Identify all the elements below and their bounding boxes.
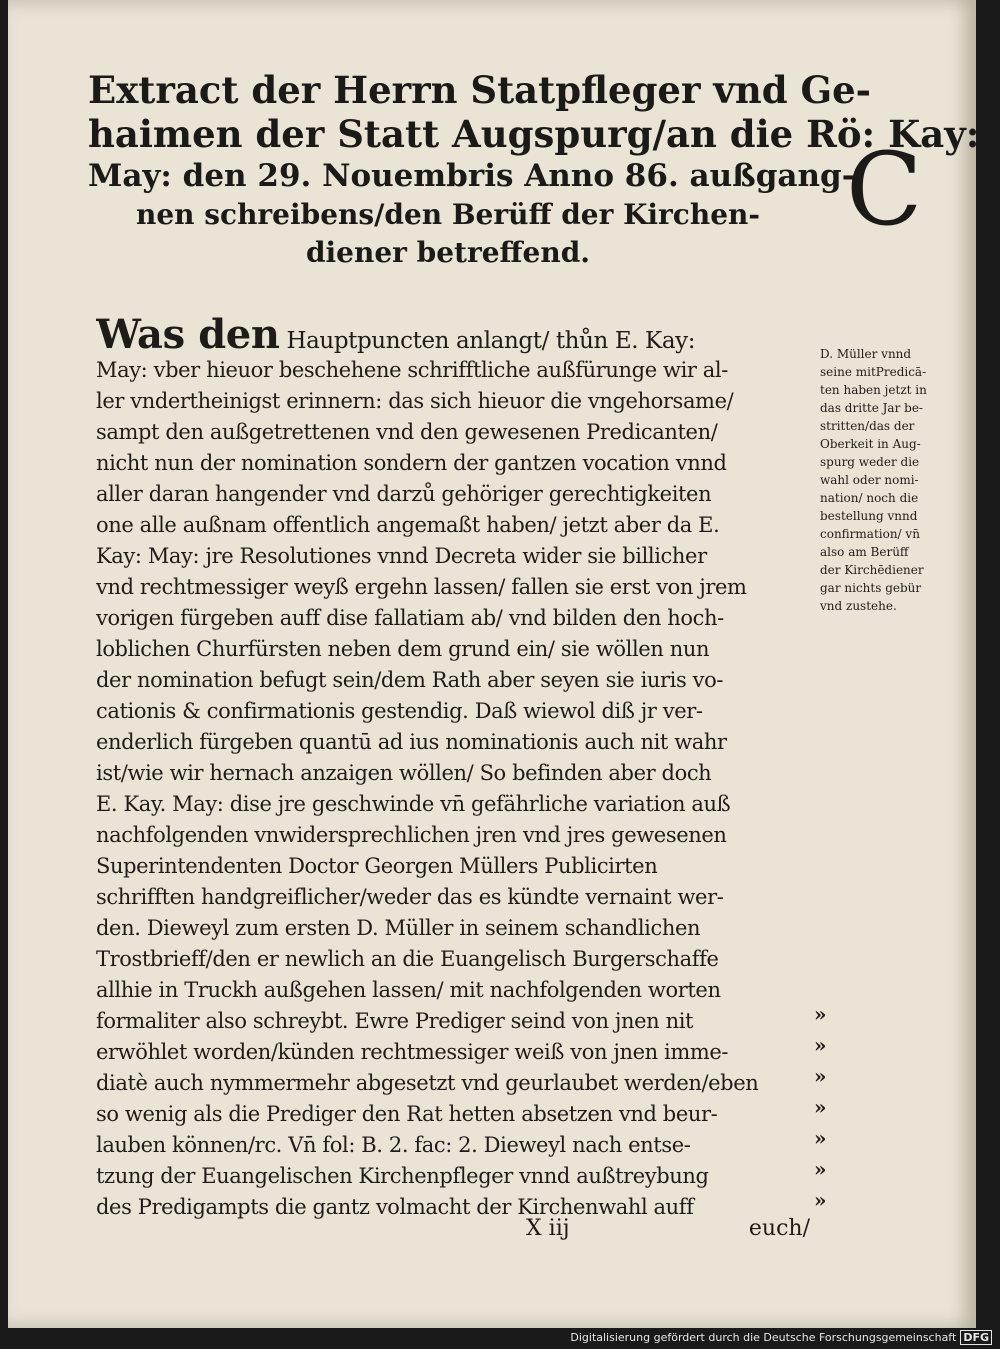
text-line: enderlich fürgeben quantū ad ius nominationis auch nit wahr (96, 730, 727, 754)
text-line: Kay: May: jre Resolutiones vnnd Decreta wider sie billicher (96, 544, 707, 568)
marginal-line: vnd zustehe. (820, 599, 897, 613)
page-footer (96, 1216, 816, 1250)
text-line: so wenig als die Prediger den Rat hetten absetzen vnd beur- (96, 1102, 718, 1126)
marginal-line: gar nichts gebür (820, 581, 922, 595)
text-line: tzung der Euangelischen Kirchenpfleger vnnd außtreybung (96, 1164, 709, 1188)
quotation-marks (814, 999, 838, 1216)
text-line: lauben können/rc. Vn̄ fol: B. 2. fac: 2. Dieweyl nach entse- (96, 1133, 691, 1157)
title-line: Extract der Herrn Statpfleger vnd Ge- (88, 68, 871, 112)
text-line: der nomination befugt sein/dem Rath aber seyen sie iuris vo- (96, 668, 724, 692)
marginal-line: der Kirchēdiener (820, 563, 924, 577)
quote-mark: » (814, 1033, 827, 1057)
text-line: diatè auch nymmermehr abgesetzt vnd geurlaubet werden/eben (96, 1071, 759, 1095)
marginal-line: stritten/das der (820, 419, 915, 433)
text-line: Superintendenten Doctor Georgen Müllers Publicirten (96, 854, 658, 878)
marginal-line: D. Müller vnnd (820, 347, 912, 361)
text-line: sampt den außgetrettenen vnd den gewesenen Predicanten/ (96, 420, 718, 444)
quote-mark: » (814, 1188, 827, 1212)
text-line: vorigen fürgeben auff dise fallatiam ab/ vnd bilden den hoch- (96, 606, 724, 630)
text-line: ler vndertheinigst erinnern: das sich hieuor die vngehorsame/ (96, 389, 734, 413)
quote-mark: » (814, 1095, 827, 1119)
marginal-line: Oberkeit in Aug- (820, 437, 921, 451)
text-line: allhie in Truckh außgehen lassen/ mit nachfolgenden worten (96, 978, 721, 1002)
quote-mark: » (814, 1064, 827, 1088)
text-line: schrifften handgreiflicher/weder das es kündte vernaint wer- (96, 885, 724, 909)
text-line: loblichen Churfürsten neben dem grund ein/ sie wöllen nun (96, 637, 710, 661)
marginal-line: confirmation/ vn̄ (820, 527, 920, 541)
text-line: den. Dieweyl zum ersten D. Müller in seinem schandlichen (96, 916, 701, 940)
marginal-line: nation/ noch die (820, 491, 919, 505)
dfg-logo: DFG (960, 1330, 992, 1345)
quote-mark: » (814, 1126, 827, 1150)
marginal-line: spurg weder die (820, 455, 920, 469)
marginal-line: das dritte Jar be- (820, 401, 923, 415)
quote-mark: » (814, 1157, 827, 1181)
text-line: nicht nun der nomination sondern der gantzen vocation vnnd (96, 451, 727, 475)
title-line: diener betreffend. (305, 236, 591, 269)
main-text (96, 315, 816, 1223)
marginal-note (820, 345, 970, 615)
digitization-credit (570, 1331, 992, 1344)
signature-mark: X iij (526, 1216, 570, 1241)
book-page (8, 0, 980, 1328)
text-line: vnd rechtmessiger weyß ergehn lassen/ fallen sie erst von jrem (96, 575, 747, 599)
page-title (88, 68, 980, 272)
text-line: formaliter also schreybt. Ewre Prediger seind von jnen nit (96, 1009, 694, 1033)
catchword: euch/ (748, 1216, 810, 1241)
marginal-line: also am Berüff (820, 545, 909, 559)
title-line: May: den 29. Nouembris Anno 86. außgang- (88, 158, 855, 194)
text-line: des Predigampts die gantz volmacht der Kirchenwahl auff (96, 1195, 694, 1219)
title-line: haimen der Statt Augspurg/an die Rö: Kay: (88, 112, 980, 156)
text-line (96, 315, 816, 355)
text-line: one alle außnam offentlich angemaßt haben/ jetzt aber da E. (96, 513, 720, 537)
text-line: ist/wie wir hernach anzaigen wöllen/ So befinden aber doch (96, 761, 712, 785)
quote-mark: » (814, 1002, 827, 1026)
text-line: E. Kay. May: dise jre geschwinde vn̄ gefährliche variation auß (96, 792, 731, 816)
marginal-line: bestellung vnnd (820, 509, 918, 523)
text-line: erwöhlet worden/künden rechtmessiger weiß von jnen imme- (96, 1040, 729, 1064)
marginal-line: ten haben jetzt in (820, 383, 927, 397)
marginal-line: seine mitPredicā- (820, 365, 927, 379)
credit-text: Digitalisierung gefördert durch die Deutsche Forschungsgemeinschaft (570, 1331, 957, 1344)
decorative-initial-letter: C (846, 131, 923, 248)
text-line: nachfolgenden vnwidersprechlichen jren vnd jres gewesenen (96, 823, 727, 847)
text-line: May: vber hieuor beschehene schrifftliche außfürunge wir al- (96, 358, 728, 382)
text-line: Trostbrieff/den er newlich an die Euangelisch Burgerschaffe (96, 947, 719, 971)
opening-words: Was den (96, 315, 280, 355)
text-line-rest: Hauptpuncten anlangt/ thůn E. Kay: (286, 328, 696, 354)
marginal-line: wahl oder nomi- (820, 473, 919, 487)
text-line: aller daran hangender vnd darzů gehöriger gerechtigkeiten (96, 482, 712, 506)
text-line: cationis & confirmationis gestendig. Daß wiewol diß jr ver- (96, 699, 703, 723)
title-line: nen schreibens/den Berüff der Kirchen- (135, 198, 761, 231)
